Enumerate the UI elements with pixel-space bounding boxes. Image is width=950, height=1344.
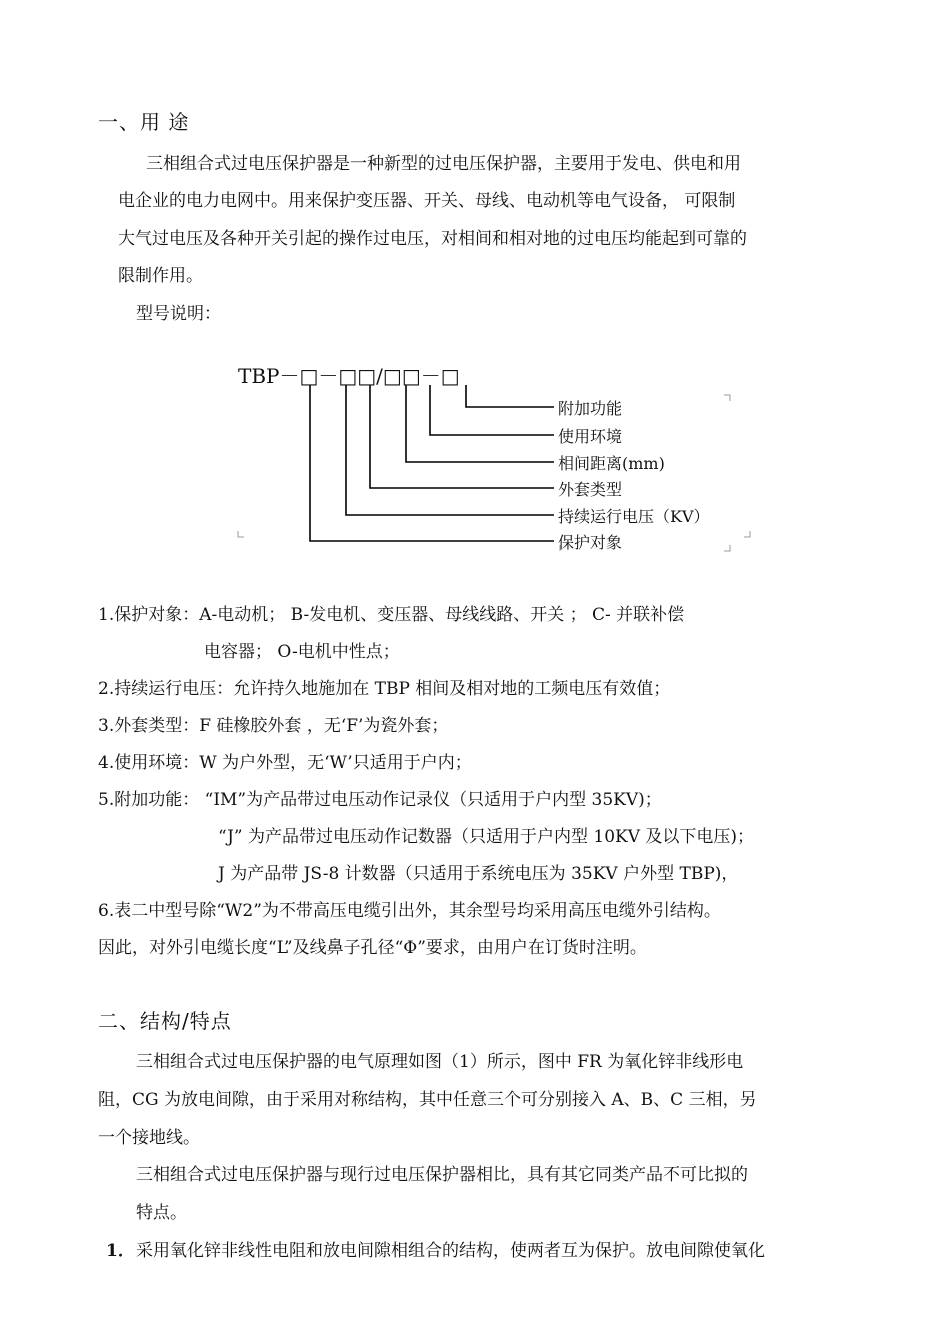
diagram-label-protected-object: 保护对象	[558, 533, 623, 552]
model-code: TBP－□－□□/□□－□	[238, 364, 460, 388]
note-line: “J” 为产品带过电压动作记数器（只适用于户内型 10KV 及以下电压)；	[218, 827, 755, 847]
note-line: 1.保护对象：A-电动机； B-发电机、变压器、母线线路、开关 ； C- 并联补偿	[98, 605, 685, 625]
model-intro: 型号说明：	[136, 304, 221, 324]
model-code-diagram	[230, 355, 760, 560]
diagram-label-environment: 使用环境	[558, 427, 623, 446]
usage-paragraph-line: 大气过电压及各种开关引起的操作过电压，对相间和相对地的过电压均能起到可靠的	[118, 229, 747, 249]
usage-paragraph-line: 限制作用。	[118, 266, 203, 286]
section-heading-structure: 二、结构/特点	[98, 1009, 232, 1033]
note-line: 2.持续运行电压：允许持久地施加在 TBP 相间及相对地的工频电压有效值；	[98, 679, 671, 699]
note-line: J 为产品带 JS-8 计数器（只适用于系统电压为 35KV 户外型 TBP)，	[218, 864, 739, 884]
note-line: 因此，对外引电缆长度“L”及线鼻子孔径“Φ”要求，由用户在订货时注明。	[98, 938, 647, 958]
diagram-label-additional-function: 附加功能	[558, 399, 623, 418]
note-line: 电容器； O-电机中性点；	[204, 642, 400, 662]
diagram-label-phase-distance: 相间距离(mm)	[558, 454, 665, 473]
diagram-label-continuous-voltage: 持续运行电压（KV）	[558, 507, 710, 526]
usage-paragraph-line: 三相组合式过电压保护器是一种新型的过电压保护器，主要用于发电、供电和用	[146, 154, 741, 174]
structure-paragraph-line: 三相组合式过电压保护器的电气原理如图（1）所示，图中 FR 为氧化锌非线形电	[136, 1052, 744, 1072]
note-line: 4.使用环境：W 为户外型，无‘W’只适用于户内；	[98, 753, 472, 773]
structure-paragraph-line: 一个接地线。	[98, 1128, 200, 1148]
note-line: 5.附加功能： “IM”为产品带过电压动作记录仪（只适用于户内型 35KV)；	[98, 790, 662, 810]
feature-item-text: 采用氧化锌非线性电阻和放电间隙相组合的结构，使两者互为保护。放电间隙使氧化	[136, 1241, 765, 1261]
feature-item-number: 1．	[106, 1241, 135, 1261]
structure-paragraph-line: 三相组合式过电压保护器与现行过电压保护器相比，具有其它同类产品不可比拟的	[136, 1165, 748, 1185]
note-line: 3.外套类型：F 硅橡胶外套 ，无‘F’为瓷外套；	[98, 716, 449, 736]
usage-paragraph-line: 电企业的电力电网中。用来保护变压器、开关、母线、电动机等电气设备， 可限制	[118, 191, 736, 211]
note-line: 6.表二中型号除“W2”为不带高压电缆引出外，其余型号均采用高压电缆外引结构。	[98, 901, 721, 921]
structure-paragraph-line: 阻，CG 为放电间隙，由于采用对称结构，其中任意三个可分别接入 A、B、C 三相，另	[98, 1090, 757, 1110]
structure-paragraph-line: 特点。	[136, 1203, 187, 1223]
diagram-label-housing-type: 外套类型	[558, 480, 623, 499]
section-heading-usage: 一、用 途	[98, 110, 190, 134]
